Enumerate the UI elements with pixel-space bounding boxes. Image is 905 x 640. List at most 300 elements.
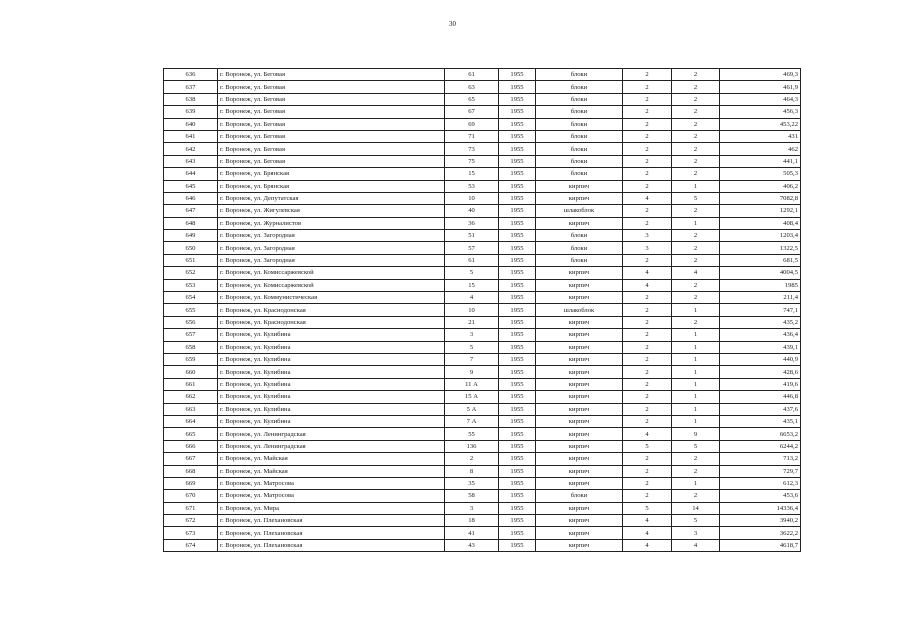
table-row <box>164 341 801 353</box>
year-cell: 1955 <box>499 415 536 427</box>
row-number: 672 <box>164 515 218 527</box>
entrances-cell: 2 <box>672 106 720 118</box>
table-body <box>164 69 801 552</box>
floors-cell: 2 <box>623 130 672 142</box>
floors-cell: 4 <box>623 428 672 440</box>
material-cell: блоки <box>536 106 623 118</box>
year-cell: 1955 <box>499 106 536 118</box>
floors-cell: 2 <box>623 180 672 192</box>
house-number-cell: 67 <box>445 106 499 118</box>
year-cell: 1955 <box>499 230 536 242</box>
entrances-cell: 1 <box>672 378 720 390</box>
table-row <box>164 93 801 105</box>
row-number: 641 <box>164 130 218 142</box>
address-cell: г. Воронеж, ул. Майская <box>218 465 445 477</box>
material-cell: кирпич <box>536 477 623 489</box>
area-cell: 453,6 <box>720 490 801 502</box>
material-cell: кирпич <box>536 279 623 291</box>
address-cell: г. Воронеж, ул. Кулибина <box>218 366 445 378</box>
table-row <box>164 366 801 378</box>
row-number: 656 <box>164 316 218 328</box>
house-number-cell: 41 <box>445 527 499 539</box>
address-cell: г. Воронеж, ул. Кулибина <box>218 391 445 403</box>
row-number: 655 <box>164 304 218 316</box>
address-cell: г. Воронеж, ул. Ленинградская <box>218 428 445 440</box>
entrances-cell: 4 <box>672 539 720 551</box>
row-number: 644 <box>164 168 218 180</box>
material-cell: блоки <box>536 230 623 242</box>
table-row <box>164 515 801 527</box>
table-row <box>164 527 801 539</box>
material-cell: блоки <box>536 81 623 93</box>
floors-cell: 2 <box>623 217 672 229</box>
entrances-cell: 2 <box>672 130 720 142</box>
area-cell: 1292,1 <box>720 205 801 217</box>
address-cell: г. Воронеж, ул. Беговая <box>218 118 445 130</box>
year-cell: 1955 <box>499 440 536 452</box>
year-cell: 1955 <box>499 316 536 328</box>
house-number-cell: 8 <box>445 465 499 477</box>
material-cell: кирпич <box>536 515 623 527</box>
material-cell: шлакоблок <box>536 205 623 217</box>
floors-cell: 4 <box>623 192 672 204</box>
entrances-cell: 5 <box>672 440 720 452</box>
house-number-cell: 3 <box>445 329 499 341</box>
floors-cell: 2 <box>623 490 672 502</box>
area-cell: 7082,8 <box>720 192 801 204</box>
table-row <box>164 304 801 316</box>
year-cell: 1955 <box>499 155 536 167</box>
year-cell: 1955 <box>499 477 536 489</box>
floors-cell: 2 <box>623 304 672 316</box>
table-row <box>164 502 801 514</box>
entrances-cell: 2 <box>672 81 720 93</box>
area-cell: 1322,5 <box>720 242 801 254</box>
material-cell: кирпич <box>536 366 623 378</box>
floors-cell: 2 <box>623 391 672 403</box>
house-number-cell: 5 <box>445 267 499 279</box>
table-row <box>164 230 801 242</box>
row-number: 674 <box>164 539 218 551</box>
floors-cell: 2 <box>623 415 672 427</box>
table-row <box>164 490 801 502</box>
row-number: 642 <box>164 143 218 155</box>
table-row <box>164 279 801 291</box>
address-cell: г. Воронеж, ул. Загородная <box>218 230 445 242</box>
house-number-cell: 2 <box>445 453 499 465</box>
row-number: 666 <box>164 440 218 452</box>
table-row <box>164 267 801 279</box>
entrances-cell: 1 <box>672 353 720 365</box>
table-row <box>164 118 801 130</box>
year-cell: 1955 <box>499 453 536 465</box>
floors-cell: 3 <box>623 242 672 254</box>
house-number-cell: 61 <box>445 254 499 266</box>
floors-cell: 2 <box>623 366 672 378</box>
entrances-cell: 2 <box>672 316 720 328</box>
year-cell: 1955 <box>499 69 536 81</box>
year-cell: 1955 <box>499 515 536 527</box>
house-number-cell: 5 <box>445 341 499 353</box>
material-cell: кирпич <box>536 539 623 551</box>
material-cell: кирпич <box>536 192 623 204</box>
row-number: 654 <box>164 292 218 304</box>
area-cell: 456,3 <box>720 106 801 118</box>
material-cell: блоки <box>536 490 623 502</box>
floors-cell: 4 <box>623 279 672 291</box>
floors-cell: 2 <box>623 205 672 217</box>
row-number: 652 <box>164 267 218 279</box>
row-number: 640 <box>164 118 218 130</box>
table-row <box>164 415 801 427</box>
table-row <box>164 242 801 254</box>
row-number: 663 <box>164 403 218 415</box>
address-cell: г. Воронеж, ул. Загородная <box>218 242 445 254</box>
entrances-cell: 2 <box>672 205 720 217</box>
address-cell: г. Воронеж, ул. Кулибина <box>218 329 445 341</box>
area-cell: 612,3 <box>720 477 801 489</box>
material-cell: кирпич <box>536 341 623 353</box>
row-number: 638 <box>164 93 218 105</box>
address-cell: г. Воронеж, ул. Брянская <box>218 168 445 180</box>
area-cell: 1985 <box>720 279 801 291</box>
year-cell: 1955 <box>499 490 536 502</box>
material-cell: кирпич <box>536 403 623 415</box>
address-cell: г. Воронеж, ул. Кулибина <box>218 341 445 353</box>
year-cell: 1955 <box>499 93 536 105</box>
material-cell: кирпич <box>536 527 623 539</box>
area-cell: 4618,7 <box>720 539 801 551</box>
house-number-cell: 58 <box>445 490 499 502</box>
year-cell: 1955 <box>499 353 536 365</box>
floors-cell: 2 <box>623 453 672 465</box>
row-number: 669 <box>164 477 218 489</box>
address-cell: г. Воронеж, ул. Жигулевская <box>218 205 445 217</box>
floors-cell: 2 <box>623 69 672 81</box>
address-cell: г. Воронеж, ул. Краснодонская <box>218 316 445 328</box>
house-number-cell: 71 <box>445 130 499 142</box>
year-cell: 1955 <box>499 465 536 477</box>
year-cell: 1955 <box>499 217 536 229</box>
year-cell: 1955 <box>499 242 536 254</box>
area-cell: 681,5 <box>720 254 801 266</box>
house-number-cell: 51 <box>445 230 499 242</box>
table-row <box>164 69 801 81</box>
row-number: 660 <box>164 366 218 378</box>
material-cell: кирпич <box>536 292 623 304</box>
area-cell: 462 <box>720 143 801 155</box>
area-cell: 713,2 <box>720 453 801 465</box>
table-row <box>164 106 801 118</box>
row-number: 650 <box>164 242 218 254</box>
material-cell: кирпич <box>536 217 623 229</box>
entrances-cell: 2 <box>672 93 720 105</box>
row-number: 639 <box>164 106 218 118</box>
table-row <box>164 143 801 155</box>
floors-cell: 4 <box>623 267 672 279</box>
house-number-cell: 15 <box>445 279 499 291</box>
material-cell: кирпич <box>536 378 623 390</box>
house-number-cell: 11 А <box>445 378 499 390</box>
row-number: 648 <box>164 217 218 229</box>
address-cell: г. Воронеж, ул. Беговая <box>218 143 445 155</box>
table-row <box>164 539 801 551</box>
table-row <box>164 180 801 192</box>
area-cell: 461,9 <box>720 81 801 93</box>
floors-cell: 5 <box>623 502 672 514</box>
entrances-cell: 9 <box>672 428 720 440</box>
area-cell: 406,2 <box>720 180 801 192</box>
row-number: 651 <box>164 254 218 266</box>
area-cell: 469,3 <box>720 69 801 81</box>
area-cell: 441,1 <box>720 155 801 167</box>
area-cell: 211,4 <box>720 292 801 304</box>
address-cell: г. Воронеж, ул. Беговая <box>218 81 445 93</box>
page-number: 30 <box>449 20 456 28</box>
house-number-cell: 65 <box>445 93 499 105</box>
table-row <box>164 192 801 204</box>
year-cell: 1955 <box>499 279 536 291</box>
year-cell: 1955 <box>499 168 536 180</box>
entrances-cell: 5 <box>672 192 720 204</box>
floors-cell: 2 <box>623 353 672 365</box>
address-cell: г. Воронеж, ул. Беговая <box>218 155 445 167</box>
house-number-cell: 10 <box>445 192 499 204</box>
entrances-cell: 5 <box>672 515 720 527</box>
area-cell: 4004,5 <box>720 267 801 279</box>
entrances-cell: 2 <box>672 69 720 81</box>
entrances-cell: 3 <box>672 527 720 539</box>
floors-cell: 2 <box>623 118 672 130</box>
material-cell: блоки <box>536 254 623 266</box>
floors-cell: 2 <box>623 329 672 341</box>
entrances-cell: 1 <box>672 304 720 316</box>
housing-registry-table <box>163 68 801 552</box>
table-row <box>164 81 801 93</box>
year-cell: 1955 <box>499 391 536 403</box>
address-cell: г. Воронеж, ул. Брянская <box>218 180 445 192</box>
area-cell: 440,9 <box>720 353 801 365</box>
address-cell: г. Воронеж, ул. Беговая <box>218 93 445 105</box>
material-cell: кирпич <box>536 502 623 514</box>
entrances-cell: 2 <box>672 279 720 291</box>
area-cell: 431 <box>720 130 801 142</box>
entrances-cell: 2 <box>672 453 720 465</box>
house-number-cell: 7 <box>445 353 499 365</box>
house-number-cell: 75 <box>445 155 499 167</box>
row-number: 673 <box>164 527 218 539</box>
row-number: 653 <box>164 279 218 291</box>
year-cell: 1955 <box>499 130 536 142</box>
table-row <box>164 130 801 142</box>
house-number-cell: 21 <box>445 316 499 328</box>
entrances-cell: 1 <box>672 415 720 427</box>
material-cell: кирпич <box>536 453 623 465</box>
year-cell: 1955 <box>499 304 536 316</box>
material-cell: блоки <box>536 143 623 155</box>
table-row <box>164 428 801 440</box>
year-cell: 1955 <box>499 428 536 440</box>
floors-cell: 2 <box>623 403 672 415</box>
house-number-cell: 61 <box>445 69 499 81</box>
material-cell: кирпич <box>536 391 623 403</box>
row-number: 657 <box>164 329 218 341</box>
address-cell: г. Воронеж, ул. Депутатская <box>218 192 445 204</box>
house-number-cell: 9 <box>445 366 499 378</box>
house-number-cell: 15 <box>445 168 499 180</box>
address-cell: г. Воронеж, ул. Кулибина <box>218 403 445 415</box>
entrances-cell: 2 <box>672 490 720 502</box>
year-cell: 1955 <box>499 539 536 551</box>
material-cell: кирпич <box>536 465 623 477</box>
material-cell: блоки <box>536 155 623 167</box>
house-number-cell: 73 <box>445 143 499 155</box>
house-number-cell: 7 А <box>445 415 499 427</box>
floors-cell: 2 <box>623 316 672 328</box>
area-cell: 446,8 <box>720 391 801 403</box>
entrances-cell: 1 <box>672 391 720 403</box>
area-cell: 6244,2 <box>720 440 801 452</box>
floors-cell: 2 <box>623 465 672 477</box>
house-number-cell: 69 <box>445 118 499 130</box>
row-number: 646 <box>164 192 218 204</box>
table-row <box>164 453 801 465</box>
year-cell: 1955 <box>499 118 536 130</box>
table-row <box>164 403 801 415</box>
table-row <box>164 378 801 390</box>
row-number: 649 <box>164 230 218 242</box>
address-cell: г. Воронеж, ул. Загородная <box>218 254 445 266</box>
house-number-cell: 4 <box>445 292 499 304</box>
house-number-cell: 36 <box>445 217 499 229</box>
year-cell: 1955 <box>499 254 536 266</box>
area-cell: 437,6 <box>720 403 801 415</box>
area-cell: 408,4 <box>720 217 801 229</box>
year-cell: 1955 <box>499 292 536 304</box>
house-number-cell: 5 А <box>445 403 499 415</box>
table-row <box>164 254 801 266</box>
row-number: 645 <box>164 180 218 192</box>
material-cell: блоки <box>536 130 623 142</box>
material-cell: блоки <box>536 168 623 180</box>
table-row <box>164 465 801 477</box>
material-cell: блоки <box>536 69 623 81</box>
entrances-cell: 2 <box>672 254 720 266</box>
year-cell: 1955 <box>499 329 536 341</box>
material-cell: блоки <box>536 93 623 105</box>
house-number-cell: 43 <box>445 539 499 551</box>
address-cell: г. Воронеж, ул. Беговая <box>218 130 445 142</box>
house-number-cell: 57 <box>445 242 499 254</box>
year-cell: 1955 <box>499 341 536 353</box>
address-cell: г. Воронеж, ул. Плехановская <box>218 527 445 539</box>
entrances-cell: 2 <box>672 465 720 477</box>
row-number: 664 <box>164 415 218 427</box>
address-cell: г. Воронеж, ул. Майская <box>218 453 445 465</box>
house-number-cell: 15 А <box>445 391 499 403</box>
entrances-cell: 2 <box>672 292 720 304</box>
entrances-cell: 2 <box>672 168 720 180</box>
area-cell: 3622,2 <box>720 527 801 539</box>
floors-cell: 2 <box>623 168 672 180</box>
entrances-cell: 1 <box>672 217 720 229</box>
address-cell: г. Воронеж, ул. Ленинградская <box>218 440 445 452</box>
entrances-cell: 2 <box>672 230 720 242</box>
table-row <box>164 217 801 229</box>
house-number-cell: 53 <box>445 180 499 192</box>
floors-cell: 2 <box>623 378 672 390</box>
address-cell: г. Воронеж, ул. Комиссаржевской <box>218 267 445 279</box>
area-cell: 435,1 <box>720 415 801 427</box>
house-number-cell: 63 <box>445 81 499 93</box>
table-row <box>164 155 801 167</box>
entrances-cell: 4 <box>672 267 720 279</box>
row-number: 670 <box>164 490 218 502</box>
material-cell: кирпич <box>536 353 623 365</box>
row-number: 637 <box>164 81 218 93</box>
address-cell: г. Воронеж, ул. Кулибина <box>218 353 445 365</box>
house-number-cell: 35 <box>445 477 499 489</box>
floors-cell: 2 <box>623 81 672 93</box>
material-cell: кирпич <box>536 415 623 427</box>
material-cell: шлакоблок <box>536 304 623 316</box>
area-cell: 436,4 <box>720 329 801 341</box>
floors-cell: 4 <box>623 515 672 527</box>
floors-cell: 5 <box>623 440 672 452</box>
area-cell: 729,7 <box>720 465 801 477</box>
area-cell: 419,6 <box>720 378 801 390</box>
material-cell: кирпич <box>536 316 623 328</box>
entrances-cell: 2 <box>672 155 720 167</box>
floors-cell: 4 <box>623 539 672 551</box>
address-cell: г. Воронеж, ул. Матросова <box>218 477 445 489</box>
floors-cell: 2 <box>623 254 672 266</box>
address-cell: г. Воронеж, ул. Беговая <box>218 106 445 118</box>
table-row <box>164 440 801 452</box>
area-cell: 6653,2 <box>720 428 801 440</box>
row-number: 647 <box>164 205 218 217</box>
entrances-cell: 14 <box>672 502 720 514</box>
address-cell: г. Воронеж, ул. Кулибина <box>218 378 445 390</box>
house-number-cell: 136 <box>445 440 499 452</box>
entrances-cell: 1 <box>672 403 720 415</box>
row-number: 662 <box>164 391 218 403</box>
house-number-cell: 10 <box>445 304 499 316</box>
table-row <box>164 477 801 489</box>
year-cell: 1955 <box>499 81 536 93</box>
address-cell: г. Воронеж, ул. Журналистов <box>218 217 445 229</box>
floors-cell: 2 <box>623 292 672 304</box>
floors-cell: 4 <box>623 527 672 539</box>
entrances-cell: 1 <box>672 329 720 341</box>
area-cell: 747,1 <box>720 304 801 316</box>
entrances-cell: 2 <box>672 143 720 155</box>
floors-cell: 2 <box>623 477 672 489</box>
house-number-cell: 18 <box>445 515 499 527</box>
year-cell: 1955 <box>499 192 536 204</box>
house-number-cell: 3 <box>445 502 499 514</box>
entrances-cell: 1 <box>672 366 720 378</box>
entrances-cell: 2 <box>672 242 720 254</box>
year-cell: 1955 <box>499 267 536 279</box>
area-cell: 453,22 <box>720 118 801 130</box>
table-row <box>164 316 801 328</box>
year-cell: 1955 <box>499 366 536 378</box>
row-number: 659 <box>164 353 218 365</box>
row-number: 665 <box>164 428 218 440</box>
floors-cell: 2 <box>623 143 672 155</box>
table-row <box>164 292 801 304</box>
